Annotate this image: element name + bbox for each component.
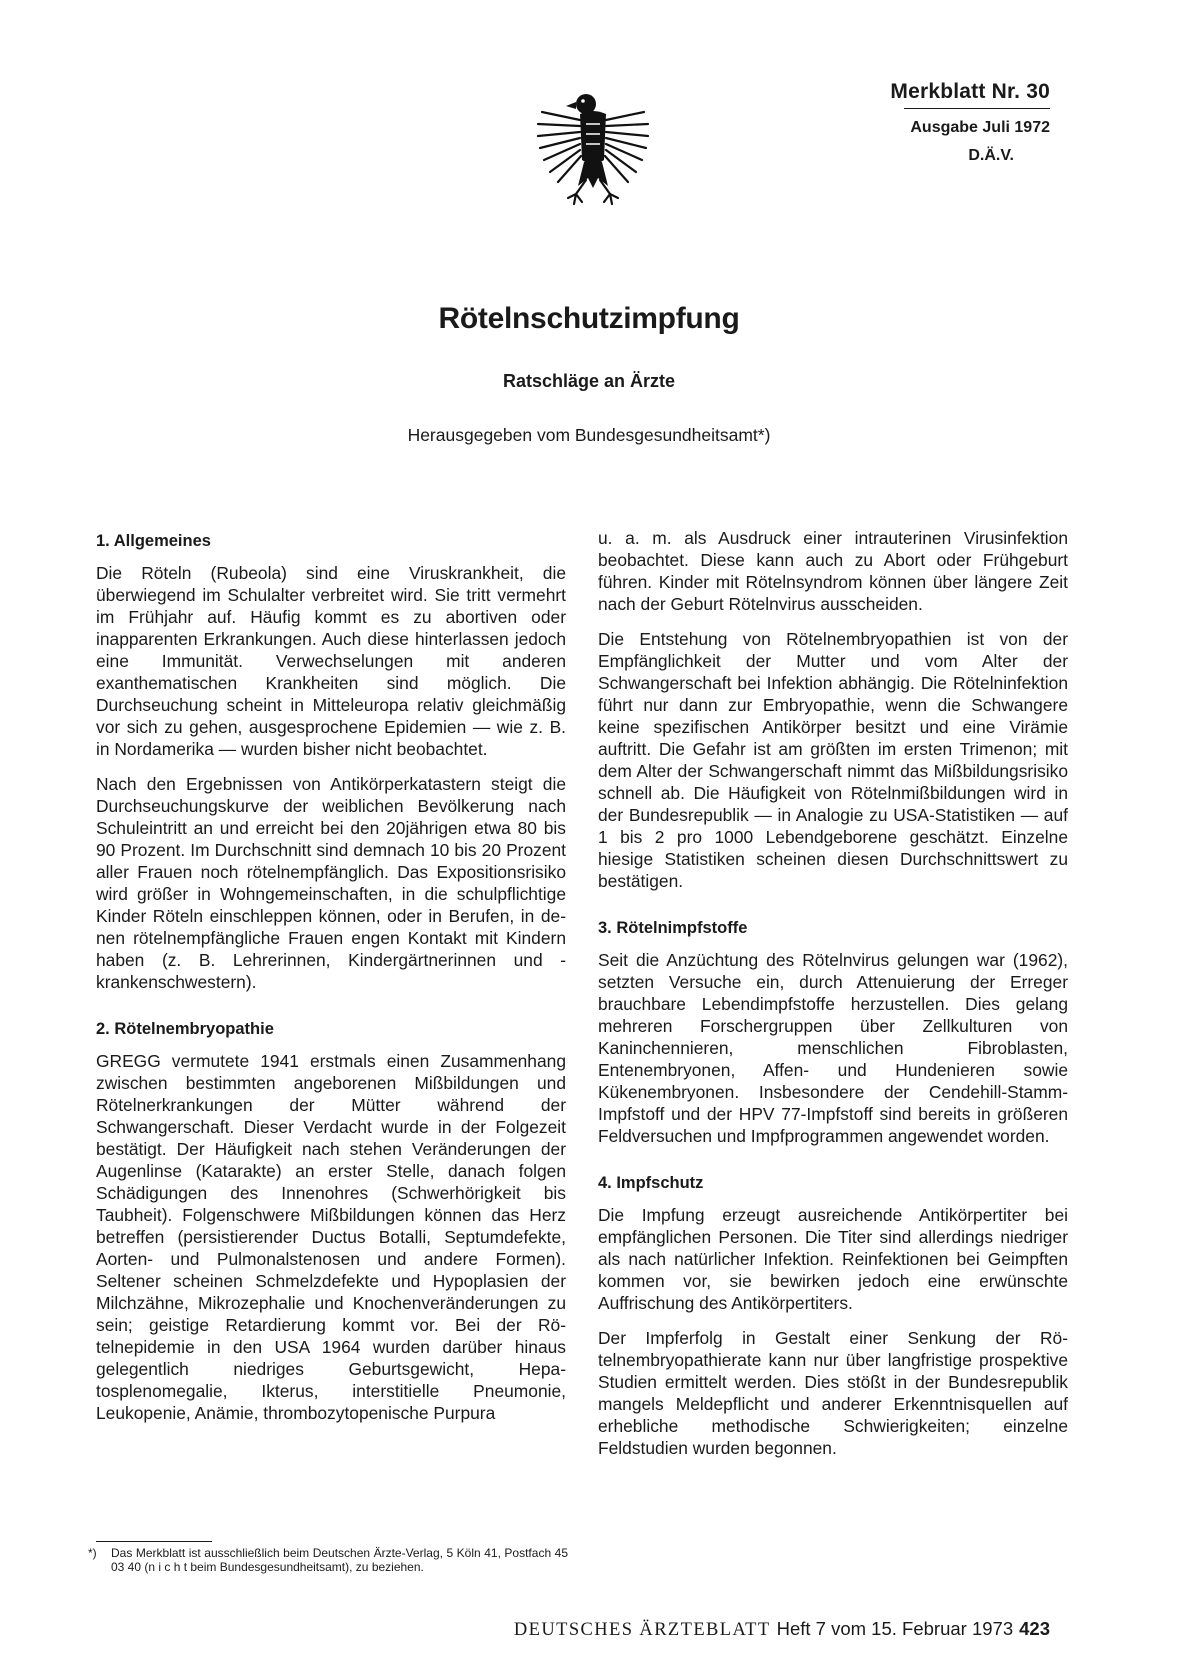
document-subtitle: Ratschläge an Ärzte: [502, 371, 676, 391]
footnote-rule: [96, 1541, 212, 1542]
section-heading-impfschutz: 4. Impfschutz: [598, 1174, 704, 1192]
sheet-meta: [890, 80, 1050, 165]
paragraph: Der Impferfolg in Gestalt einer Senkung der Rötelnembryopathierate kann nur über langfristige prospektive Studien ermittelt werden. Dies stößt in der Bundesrepublik mangels Meldepflicht und anderer Erkenntnisquellen auf erhebliche methodische Schwierigkeiten; einzelne Feldstudien wurden begonnen.: [598, 1328, 1068, 1458]
paragraph: u. a. m. als Ausdruck einer intrauterinen Virusinfektion beobachtet. Diese kann auch zu Abort oder Frühgeburt führen. Kinder mit Rötelnsyndrom können über längere Zeit nach der Geburt Rötelnvirus ausscheiden.: [598, 528, 1068, 614]
paragraph: Die Impfung erzeugt ausreichende Antikörpertiter bei empfänglichen Personen. Die Titer sind allerdings niedriger als nach natürlicher Infektion. Reinfektionen bei Geimpften kommen vor, sie bewirken jedoch eine erwünschte Auffrischung des Antikörpertiters.: [598, 1205, 1068, 1313]
section-heading-embryopathie: 2. Rötelnembryopathie: [96, 1020, 274, 1038]
left-column: [96, 530, 566, 1437]
footnote-mark: *): [88, 1546, 97, 1560]
sheet-number-rule: [904, 108, 1050, 109]
paragraph: Die Entstehung von Rötelnembryopathien ist von der Empfänglichkeit der Mutter und vom Alter der Schwangerschaft bei Infektion abhängig. Die Rötelninfektion führt nur dann zur Embryopathie, wenn die Schwangere keine spezifischen Antikörper besitzt und eine Virämie auftritt. Die Gefahr ist am größten im ersten Trimenon; mit dem Alter der Schwangerschaft nimmt das Mißbildungsrisiko schnell ab. Die Häufigkeit von Rötelnmißbildungen wird in der Bundesrepublik — in Analogie zu USA-Statistiken — auf 1 bis 2 pro 1000 Lebendgeborene geschätzt. Einzelne hiesige Statistiken scheinen diesen Durchschnittswert zu bestätigen.: [598, 629, 1068, 891]
footnote: [88, 1547, 568, 1574]
right-column: [598, 527, 1068, 1472]
publisher-abbreviation: D.Ä.V.: [968, 147, 1014, 164]
footnote-text: Das Merkblatt ist ausschließlich beim Deutschen Ärzte-Verlag, 5 Köln 41, Postfach 45 03 40 (n i c h t beim Bundesgesundheitsamt), zu beziehen.: [111, 1546, 568, 1574]
sheet-number: Merkblatt Nr. 30: [890, 80, 1050, 103]
paragraph: Nach den Ergebnissen von Antikörperkatastern steigt die Durchseuchungskurve der weiblichen Bevölkerung nach Schuleintritt an und erreicht bei den 20jährigen etwa 80 bis 90 Prozent. Im Durchschnitt sind demnach 10 bis 20 Prozent aller Frauen noch rötelnempfänglich. Das Expositionsrisiko wird größer in Wohngemeinschaften, in die schulpflichtige Kinder Röteln einschleppen können, oder in Berufen, in denen rötelnempfängliche Frauen engen Kontakt mit Kindern haben (z. B. Lehrerinnen, Kindergärtnerinnen und -krankenschwestern).: [96, 774, 566, 992]
paragraph: Die Röteln (Rubeola) sind eine Viruskrankheit, die überwiegend im Schulalter verbreitet wird. Sie tritt vermehrt im Frühjahr auf. Häufig kommt es zu abortiven oder inapparenten Erkrankungen. Auch diese hinterlassen jedoch eine Immunität. Verwechselungen mit anderen exanthematischen Krankheiten sind möglich. Die Durchseuchung scheint in Mitteleuropa relativ gleichmäßig vor sich zu gehen, ausgesprochene Epidemien — wie z. B. in Nordamerika — wurden bisher nicht beobachtet.: [96, 563, 566, 759]
paragraph: Seit die Anzüchtung des Rötelnvirus gelungen war (1962), setzten Versuche ein, durch Attenuierung der Erreger brauchbare Lebendimpfstoffe herzustellen. Dies gelang mehreren Forschergruppen über Zellkulturen von Kaninchennieren, menschlichen Fibroblasten, Entenembryonen, Affen- und Hundenieren sowie Kükenembryonen. Insbesondere der Cendehill-Stamm-Impfstoff und der HPV 77-Impfstoff sind bereits in größeren Feldversuchen und Impfprogrammen angewendet worden.: [598, 950, 1068, 1146]
paragraph: GREGG vermutete 1941 erstmals einen Zusammenhang zwischen bestimmten angeborenen Mißbildungen und Rötelnerkrankungen der Mütter während der Schwangerschaft. Dieser Verdacht wurde in der Folgezeit bestätigt. Der Häufigkeit nach stehen Veränderungen der Augenlinse (Katarakte) an erster Stelle, danach folgen Schädigungen des Innenohres (Schwerhörigkeit bis Taubheit). Folgenschwere Mißbildungen können das Herz betreffen (persistierender Ductus Botalli, Septumdefekte, Aorten- und Pulmonalstenosen und andere Formen). Seltener scheinen Schmelzdefekte und Hypoplasien der Milchzähne, Mikrozephalie und Knochenveränderungen zu sein; geistige Retardierung kommt vor. Bei der Rötelnepidemie in den USA 1964 wurden darüber hinaus gelegentlich niedriges Geburtsgewicht, Hepatosplenomegalie, Ikterus, interstitielle Pneumonie, Leukopenie, Anämie, thrombozytopenische Purpura: [96, 1051, 566, 1423]
document-title: Rötelnschutzimpfung: [438, 302, 740, 335]
journal-name: DEUTSCHES ÄRZTEBLATT: [513, 1620, 771, 1640]
section-heading-impfstoffe: 3. Rötelnimpfstoffe: [598, 919, 748, 937]
publisher-line: Herausgegeben vom Bundesgesundheitsamt*): [407, 425, 771, 445]
section-heading-allgemeines: 1. Allgemeines: [96, 532, 211, 550]
page-number: 423: [1019, 1618, 1050, 1639]
issue-date: Ausgabe Juli 1972: [910, 119, 1050, 136]
federal-eagle-emblem-icon: [528, 82, 658, 210]
journal-issue: Heft 7 vom 15. Februar 1973: [776, 1618, 1014, 1639]
journal-footer: [514, 1618, 1050, 1641]
